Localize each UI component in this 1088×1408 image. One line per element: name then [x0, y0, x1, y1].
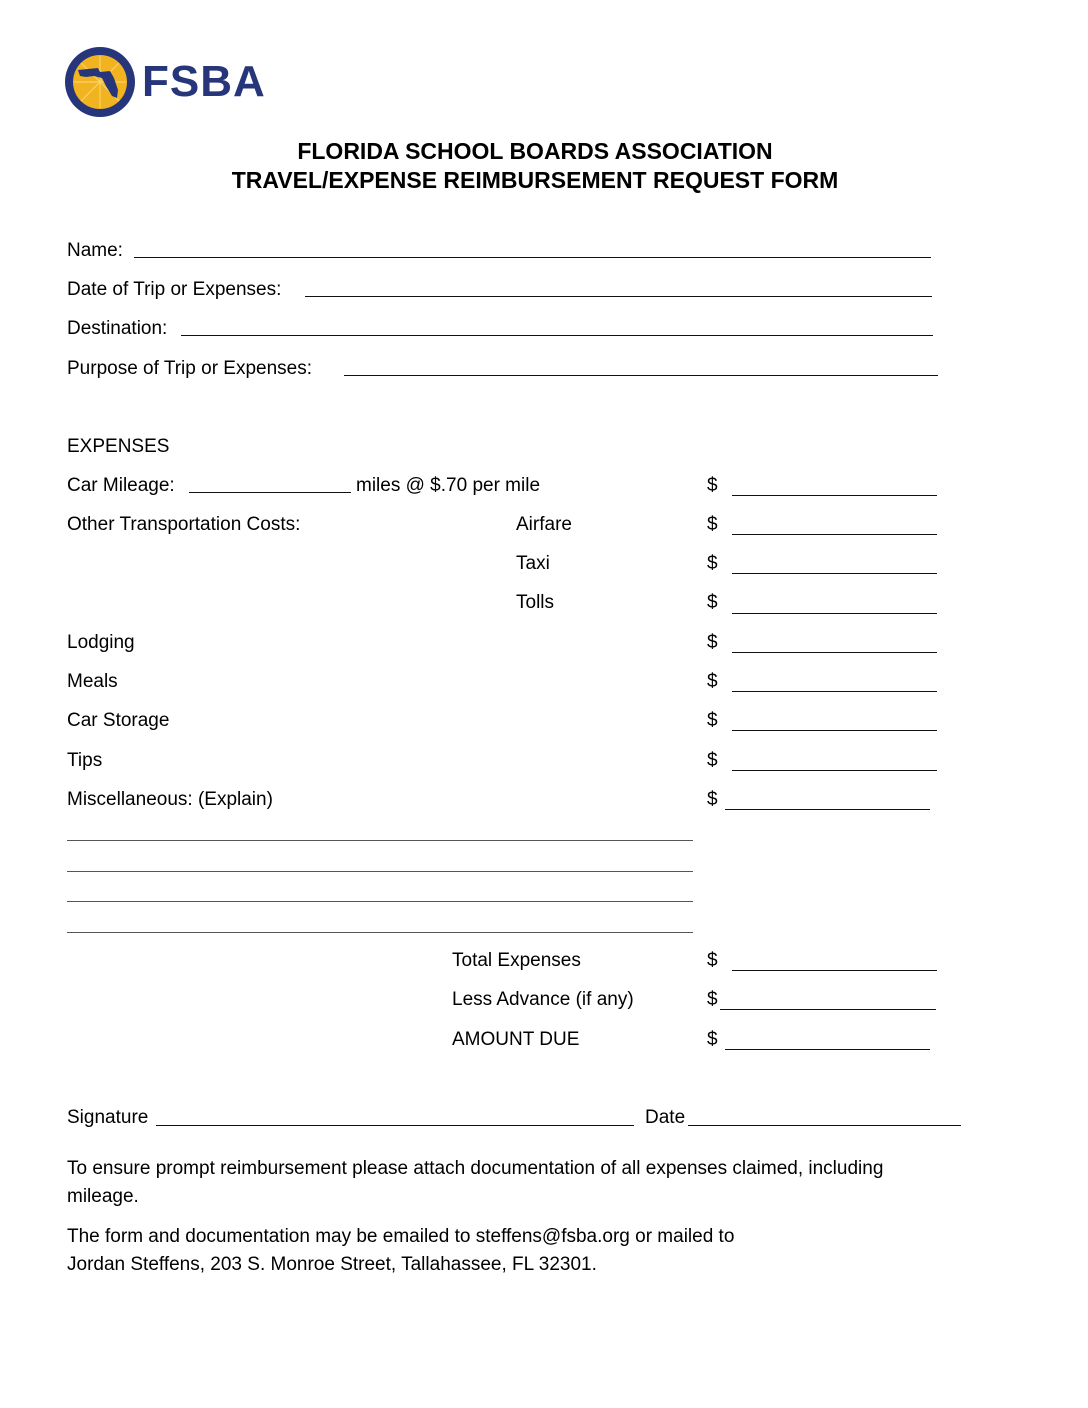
- other-transport-label: Other Transportation Costs:: [67, 514, 301, 535]
- airfare-label: Airfare: [516, 514, 572, 535]
- amount-due-field[interactable]: [725, 1049, 930, 1050]
- airfare-amount-field[interactable]: [732, 534, 937, 535]
- tolls-amount-field[interactable]: [732, 613, 937, 614]
- logo-text: FSBA: [142, 57, 266, 106]
- currency-symbol: $: [707, 671, 718, 692]
- date-label: Date of Trip or Expenses:: [67, 279, 282, 300]
- note-submission-line1: The form and documentation may be emailed to steffens@fsba.org or mailed to: [67, 1226, 735, 1247]
- total-expenses-field[interactable]: [732, 970, 937, 971]
- destination-field[interactable]: [181, 335, 933, 336]
- signature-label: Signature: [67, 1107, 149, 1128]
- mileage-amount-field[interactable]: [732, 495, 937, 496]
- signature-date-field[interactable]: [688, 1125, 961, 1126]
- misc-explain-line[interactable]: [67, 901, 693, 902]
- currency-symbol: $: [707, 553, 718, 574]
- mileage-miles-field[interactable]: [189, 492, 351, 493]
- taxi-label: Taxi: [516, 553, 550, 574]
- date-field[interactable]: [305, 296, 932, 297]
- destination-label: Destination:: [67, 318, 168, 339]
- name-label: Name:: [67, 240, 123, 261]
- currency-symbol: $: [707, 750, 718, 771]
- misc-amount-field[interactable]: [725, 809, 930, 810]
- signature-date-label: Date: [645, 1107, 686, 1128]
- tolls-label: Tolls: [516, 592, 555, 613]
- currency-symbol: $: [707, 710, 718, 731]
- signature-field[interactable]: [156, 1125, 634, 1126]
- note-submission-line2: Jordan Steffens, 203 S. Monroe Street, Tallahassee, FL 32301.: [67, 1254, 597, 1275]
- taxi-amount-field[interactable]: [732, 573, 937, 574]
- lodging-label: Lodging: [67, 632, 135, 653]
- expenses-heading: EXPENSES: [67, 436, 170, 457]
- fsba-seal-icon: [64, 46, 136, 118]
- currency-symbol: $: [707, 592, 718, 613]
- currency-symbol: $: [707, 1029, 718, 1050]
- form-title-line2: TRAVEL/EXPENSE REIMBURSEMENT REQUEST FORM: [231, 167, 839, 193]
- purpose-field[interactable]: [344, 375, 938, 376]
- amount-due-label: AMOUNT DUE: [452, 1029, 580, 1050]
- name-field[interactable]: [134, 257, 931, 258]
- currency-symbol: $: [707, 632, 718, 653]
- car-storage-label: Car Storage: [67, 710, 170, 731]
- meals-amount-field[interactable]: [732, 691, 937, 692]
- less-advance-label: Less Advance (if any): [452, 989, 634, 1010]
- currency-symbol: $: [707, 475, 718, 496]
- fsba-logo: [64, 46, 264, 116]
- currency-symbol: $: [707, 789, 718, 810]
- currency-symbol: $: [707, 989, 718, 1010]
- note-attach-docs-line2: mileage.: [67, 1186, 139, 1207]
- tips-amount-field[interactable]: [732, 770, 937, 771]
- car-mileage-label: Car Mileage:: [67, 475, 175, 496]
- less-advance-field[interactable]: [720, 1009, 936, 1010]
- note-attach-docs-line1: To ensure prompt reimbursement please attach documentation of all expenses claimed, including: [67, 1158, 884, 1179]
- lodging-amount-field[interactable]: [732, 652, 937, 653]
- misc-explain-line[interactable]: [67, 871, 693, 872]
- currency-symbol: $: [707, 950, 718, 971]
- form-title-line1: FLORIDA SCHOOL BOARDS ASSOCIATION: [297, 138, 773, 164]
- car-storage-amount-field[interactable]: [732, 730, 937, 731]
- tips-label: Tips: [67, 750, 103, 771]
- meals-label: Meals: [67, 671, 118, 692]
- misc-label: Miscellaneous: (Explain): [67, 789, 273, 810]
- misc-explain-line[interactable]: [67, 840, 693, 841]
- purpose-label: Purpose of Trip or Expenses:: [67, 358, 313, 379]
- mileage-rate-label: miles @ $.70 per mile: [356, 475, 541, 496]
- total-expenses-label: Total Expenses: [452, 950, 581, 971]
- currency-symbol: $: [707, 514, 718, 535]
- misc-explain-line[interactable]: [67, 932, 693, 933]
